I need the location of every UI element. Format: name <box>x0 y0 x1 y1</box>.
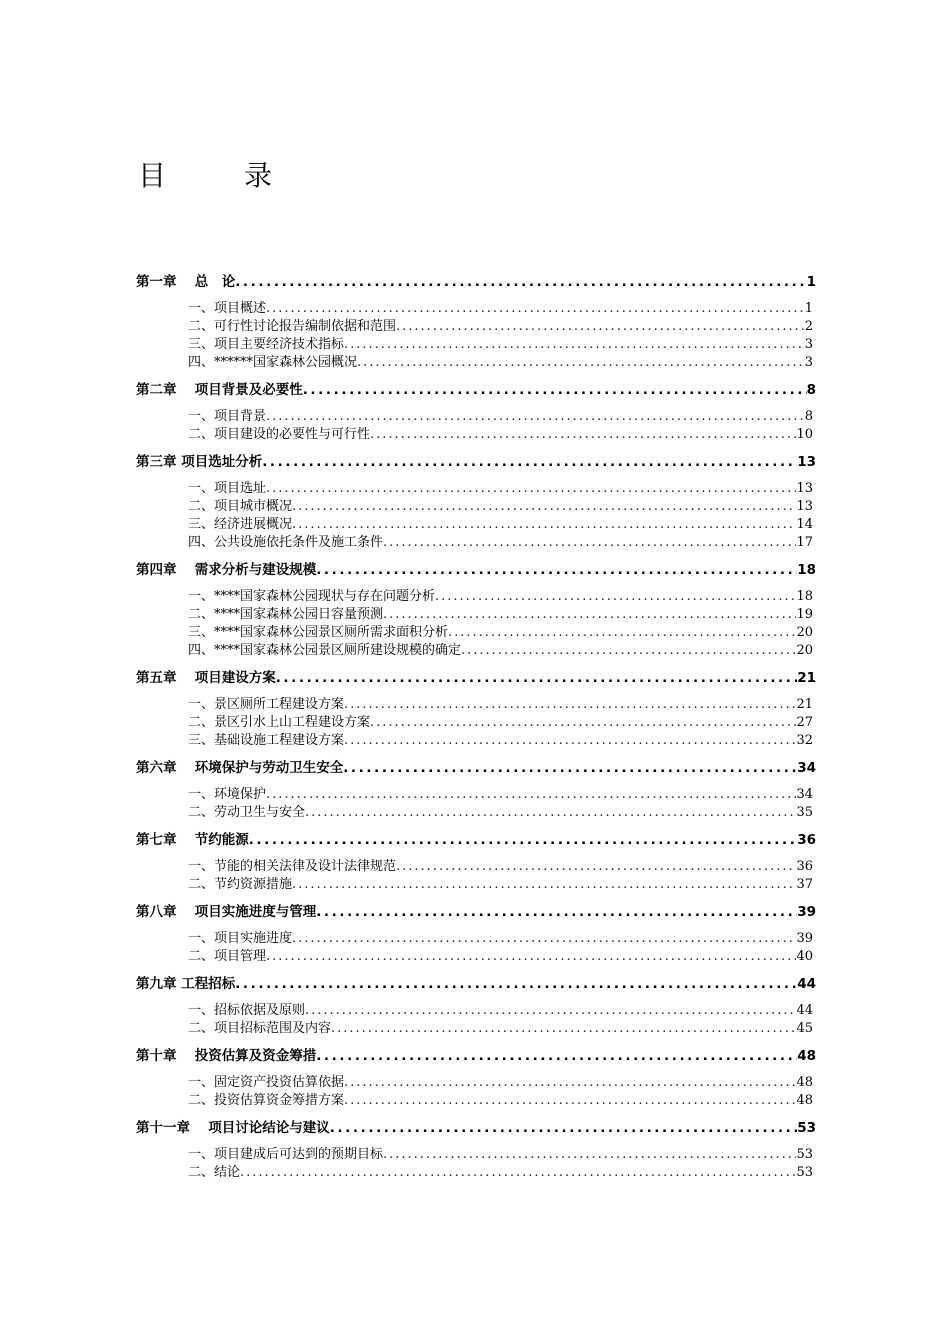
toc-page-number: 34 <box>797 760 816 776</box>
toc-section-title: 三、基础设施工程建设方案 <box>188 733 345 748</box>
toc-leader-dots <box>344 732 796 750</box>
toc-page-number: 48 <box>796 1093 813 1108</box>
toc-leader-dots <box>344 1092 796 1110</box>
toc-section-entry[interactable] <box>136 804 813 822</box>
toc-section-entry[interactable] <box>136 588 813 606</box>
toc-leader-dots <box>292 516 796 534</box>
toc-section-title: 一、项目建成后可达到的预期目标 <box>188 1147 384 1162</box>
toc-page-number: 40 <box>796 949 813 964</box>
toc-section-entry[interactable] <box>136 930 813 948</box>
toc-leader-dots <box>357 354 805 372</box>
toc-section-entry[interactable] <box>136 300 813 318</box>
toc-leader-dots <box>330 1118 798 1138</box>
toc-chapter-entry[interactable] <box>136 452 816 472</box>
toc-chapter-title: 第四章 需求分析与建设规模 <box>136 562 317 578</box>
toc-section-entry[interactable] <box>136 408 813 426</box>
toc-page-number: 53 <box>797 1120 816 1136</box>
toc-leader-dots <box>344 1074 796 1092</box>
toc-leader-dots <box>383 606 796 624</box>
toc-page-number: 27 <box>796 715 813 730</box>
toc-section-title: 一、招标依据及原则 <box>188 1003 306 1018</box>
toc-section-title: 一、节能的相关法律及设计法律规范 <box>188 859 397 874</box>
toc-page-number: 44 <box>797 976 816 992</box>
toc-section-title: 一、环境保护 <box>188 787 267 802</box>
toc-page-number: 53 <box>796 1165 813 1180</box>
toc-section-title: 四、****国家森林公园景区厕所建设规模的确定 <box>188 643 462 658</box>
toc-section-title: 二、景区引水上山工程建设方案 <box>188 715 371 730</box>
toc-page-number: 53 <box>796 1147 813 1162</box>
toc-section-entry[interactable] <box>136 1002 813 1020</box>
toc-page-number: 14 <box>796 517 813 532</box>
toc-leader-dots <box>343 758 797 778</box>
toc-page-number: 17 <box>796 535 813 550</box>
toc-section-title: 二、节约资源措施 <box>188 877 293 892</box>
toc-page-number: 3 <box>804 337 813 352</box>
toc-section-entry[interactable] <box>136 696 813 714</box>
toc-section-entry[interactable] <box>136 480 813 498</box>
toc-leader-dots <box>396 858 796 876</box>
toc-leader-dots <box>331 1020 796 1038</box>
toc-chapter-entry[interactable] <box>136 560 816 580</box>
toc-leader-dots <box>316 560 797 580</box>
toc-section-entry[interactable] <box>136 498 813 516</box>
toc-leader-dots <box>292 498 796 516</box>
toc-section-title: 三、经济进展概况 <box>188 517 293 532</box>
toc-page-number: 8 <box>806 382 816 398</box>
toc-section-entry[interactable] <box>136 714 813 732</box>
toc-section-entry[interactable] <box>136 354 813 372</box>
toc-page-number: 44 <box>796 1003 813 1018</box>
toc-page-number: 10 <box>796 427 813 442</box>
toc-chapter-entry[interactable] <box>136 830 816 850</box>
toc-page-number: 21 <box>796 697 813 712</box>
toc-leader-dots <box>235 974 797 994</box>
toc-leader-dots <box>316 902 797 922</box>
toc-leader-dots <box>266 408 805 426</box>
toc-section-title: 一、项目实施进度 <box>188 931 293 946</box>
toc-section-title: 四、公共设施依托条件及施工条件 <box>188 535 384 550</box>
toc-section-entry[interactable] <box>136 1146 813 1164</box>
toc-chapter-entry[interactable] <box>136 1046 816 1066</box>
toc-section-entry[interactable] <box>136 426 813 444</box>
toc-page-number: 2 <box>804 319 813 334</box>
page-title <box>138 156 272 196</box>
toc-section-entry[interactable] <box>136 1020 813 1038</box>
toc-section-entry[interactable] <box>136 318 813 336</box>
toc-page-number: 35 <box>796 805 813 820</box>
toc-section-entry[interactable] <box>136 642 813 660</box>
toc-leader-dots <box>235 272 806 292</box>
toc-page-number: 48 <box>796 1075 813 1090</box>
toc-section-title: 二、项目城市概况 <box>188 499 293 514</box>
toc-chapter-title: 第七章 节约能源 <box>136 832 249 848</box>
toc-section-title: 一、景区厕所工程建设方案 <box>188 697 345 712</box>
toc-chapter-title: 第十一章 项目讨论结论与建议 <box>136 1120 330 1136</box>
toc-page-number: 1 <box>806 274 816 290</box>
toc-chapter-entry[interactable] <box>136 668 816 688</box>
toc-leader-dots <box>344 696 796 714</box>
toc-section-title: 二、项目建设的必要性与可行性 <box>188 427 371 442</box>
toc-leader-dots <box>303 380 807 400</box>
toc-leader-dots <box>396 318 805 336</box>
toc-leader-dots <box>448 624 796 642</box>
toc-section-title: 三、****国家森林公园景区厕所需求面积分析 <box>188 625 449 640</box>
toc-chapter-title: 第十章 投资估算及资金筹措 <box>136 1048 317 1064</box>
toc-section-title: 四、******国家森林公园概况 <box>188 355 358 370</box>
toc-section-title: 二、可行性讨论报告编制依据和范围 <box>188 319 397 334</box>
toc-section-entry[interactable] <box>136 624 813 642</box>
toc-leader-dots <box>266 480 796 498</box>
toc-page-number: 3 <box>804 355 813 370</box>
toc-section-title: 一、项目概述 <box>188 301 267 316</box>
toc-page-number: 13 <box>797 454 816 470</box>
table-of-contents <box>136 272 816 1182</box>
toc-chapter-title: 第三章 项目选址分析 <box>136 454 263 470</box>
toc-section-entry[interactable] <box>136 516 813 534</box>
toc-leader-dots <box>292 876 796 894</box>
toc-page-number: 18 <box>796 589 813 604</box>
toc-leader-dots <box>276 668 798 688</box>
toc-section-title: 二、劳动卫生与安全 <box>188 805 306 820</box>
toc-section-title: 二、投资估算资金筹措方案 <box>188 1093 345 1108</box>
toc-page-number: 13 <box>796 499 813 514</box>
toc-leader-dots <box>292 930 796 948</box>
toc-leader-dots <box>435 588 796 606</box>
toc-section-title: 二、结论 <box>188 1165 241 1180</box>
toc-page-number: 36 <box>796 859 813 874</box>
page-title-char-2: 录 <box>244 159 273 192</box>
toc-section-entry[interactable] <box>136 858 813 876</box>
toc-section-title: 一、项目背景 <box>188 409 267 424</box>
toc-section-entry[interactable] <box>136 948 813 966</box>
toc-section-entry[interactable] <box>136 732 813 750</box>
toc-leader-dots <box>266 786 796 804</box>
toc-section-title: 二、项目招标范围及内容 <box>188 1021 332 1036</box>
toc-chapter-entry[interactable] <box>136 1118 816 1138</box>
toc-page-number: 13 <box>796 481 813 496</box>
toc-page-number: 32 <box>796 733 813 748</box>
toc-page-number: 20 <box>796 625 813 640</box>
toc-chapter-title: 第六章 环境保护与劳动卫生安全 <box>136 760 344 776</box>
toc-leader-dots <box>344 336 805 354</box>
toc-section-entry[interactable] <box>136 1092 813 1110</box>
toc-leader-dots <box>266 948 796 966</box>
toc-page-number: 18 <box>797 562 816 578</box>
toc-page-number: 21 <box>797 670 816 686</box>
toc-chapter-title: 第二章 项目背景及必要性 <box>136 382 303 398</box>
toc-section-title: 二、项目管理 <box>188 949 267 964</box>
toc-chapter-entry[interactable] <box>136 272 816 292</box>
toc-page-number: 39 <box>797 904 816 920</box>
toc-chapter-title: 第八章 项目实施进度与管理 <box>136 904 317 920</box>
toc-leader-dots <box>370 426 796 444</box>
toc-page-number: 37 <box>796 877 813 892</box>
toc-leader-dots <box>305 804 796 822</box>
toc-page-number: 45 <box>796 1021 813 1036</box>
toc-page-number: 34 <box>796 787 813 802</box>
page-title-char-1: 目 <box>138 159 167 192</box>
toc-section-entry[interactable] <box>136 786 813 804</box>
toc-page-number: 8 <box>804 409 813 424</box>
toc-chapter-entry[interactable] <box>136 380 816 400</box>
toc-leader-dots <box>262 452 797 472</box>
toc-leader-dots <box>370 714 796 732</box>
toc-leader-dots <box>383 534 796 552</box>
toc-section-entry[interactable] <box>136 1164 813 1182</box>
toc-page-number: 19 <box>796 607 813 622</box>
toc-chapter-entry[interactable] <box>136 974 816 994</box>
toc-page-number: 20 <box>796 643 813 658</box>
toc-leader-dots <box>383 1146 796 1164</box>
toc-section-title: 一、项目选址 <box>188 481 267 496</box>
toc-section-entry[interactable] <box>136 876 813 894</box>
toc-section-title: 三、项目主要经济技术指标 <box>188 337 345 352</box>
toc-page-number: 36 <box>797 832 816 848</box>
toc-section-entry[interactable] <box>136 336 813 354</box>
toc-chapter-title: 第一章 总 论 <box>136 274 236 290</box>
toc-leader-dots <box>266 300 805 318</box>
toc-chapter-entry[interactable] <box>136 902 816 922</box>
toc-leader-dots <box>240 1164 796 1182</box>
toc-leader-dots <box>249 830 798 850</box>
toc-section-entry[interactable] <box>136 1074 813 1092</box>
toc-page-number: 39 <box>796 931 813 946</box>
toc-section-title: 一、****国家森林公园现状与存在问题分析 <box>188 589 436 604</box>
toc-page-number: 48 <box>797 1048 816 1064</box>
toc-leader-dots <box>316 1046 797 1066</box>
toc-chapter-title: 第九章 工程招标 <box>136 976 236 992</box>
toc-leader-dots <box>461 642 796 660</box>
toc-leader-dots <box>305 1002 796 1020</box>
toc-chapter-title: 第五章 项目建设方案 <box>136 670 276 686</box>
toc-page-number: 1 <box>804 301 813 316</box>
toc-section-title: 一、固定资产投资估算依据 <box>188 1075 345 1090</box>
toc-section-entry[interactable] <box>136 606 813 624</box>
toc-chapter-entry[interactable] <box>136 758 816 778</box>
toc-section-entry[interactable] <box>136 534 813 552</box>
toc-section-title: 二、****国家森林公园日容量预测 <box>188 607 384 622</box>
